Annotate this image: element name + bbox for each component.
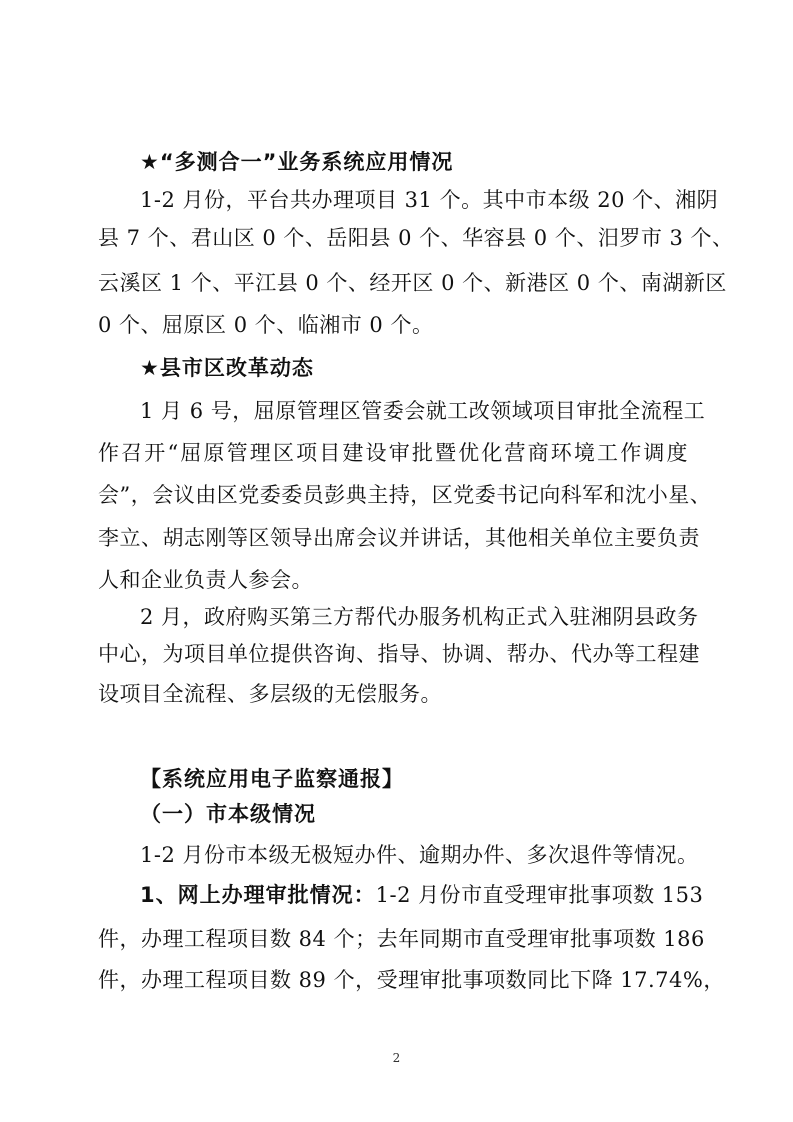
paragraph-line: 件，办理工程项目数 89 个，受理审批事项数同比下降 17.74%，	[98, 968, 725, 992]
paragraph-line: 1-2 月份，平台共办理项目 31 个。其中市本级 20 个、湘阴	[140, 188, 719, 212]
paragraph-line: 1 月 6 号，屈原管理区管委会就工改领域项目审批全流程工	[140, 399, 706, 423]
paragraph-line: 件，办理工程项目数 84 个；去年同期市直受理审批事项数 186	[98, 927, 705, 951]
numbered-item-line	[140, 881, 704, 909]
paragraph-line: 人和企业负责人参会。	[98, 568, 313, 592]
page-number: 2	[392, 1051, 401, 1065]
paragraph-line: 县 7 个、君山区 0 个、岳阳县 0 个、华容县 0 个、汨罗市 3 个、	[98, 226, 734, 250]
paragraph-line: 云溪区 1 个、平江县 0 个、经开区 0 个、新港区 0 个、南湖新区	[98, 271, 727, 295]
section-heading-county-reform: ★县市区改革动态	[140, 356, 314, 380]
paragraph-line: 0 个、屈原区 0 个、临湘市 0 个。	[98, 313, 434, 337]
item-label: 1、网上办理审批情况：	[140, 883, 376, 907]
paragraph-line: 作召开“屈原管理区项目建设审批暨优化营商环境工作调度	[98, 441, 688, 465]
paragraph-line: 会”，会议由区党委委员彭典主持，区党委书记向科军和沈小星、	[98, 483, 712, 507]
section-heading-e-supervision: 【系统应用电子监察通报】	[140, 767, 404, 791]
section-heading-multi-survey: ★“多测合一”业务系统应用情况	[140, 150, 454, 174]
item-text: 1-2 月份市直受理审批事项数 153	[375, 883, 704, 907]
paragraph-line: 1-2 月份市本级无极短办件、逾期办件、多次退件等情况。	[140, 843, 699, 867]
paragraph-line: 李立、胡志刚等区领导出席会议并讲话，其他相关单位主要负责	[98, 526, 700, 550]
paragraph-line: 设项目全流程、多层级的无偿服务。	[98, 682, 442, 706]
paragraph-line: 2 月，政府购买第三方帮代办服务机构正式入驻湘阴县政务	[140, 605, 699, 629]
subsection-heading-city-level: （一）市本级情况	[140, 802, 316, 826]
paragraph-line: 中心，为项目单位提供咨询、指导、协调、帮办、代办等工程建	[98, 642, 700, 666]
